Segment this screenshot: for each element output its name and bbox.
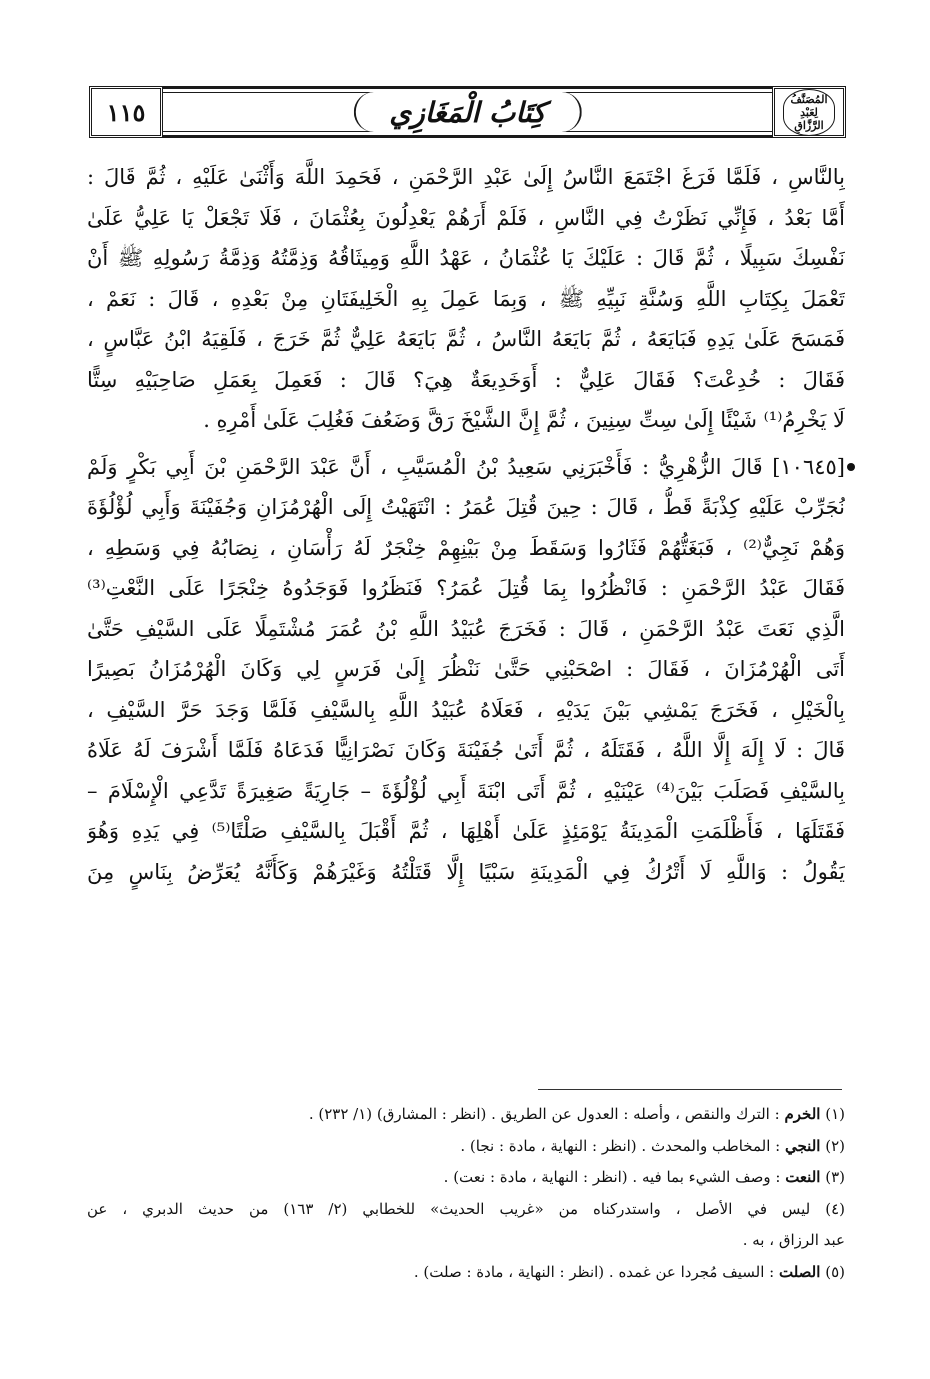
footnote-number: (٤) (825, 1199, 845, 1218)
footnote-text: : السيف مُجردا عن غمده . (انظر : النهاية ، مادة : صلت) . (413, 1262, 775, 1281)
text-line: فَمَسَحَ عَلَىٰ يَدِهِ فَبَايَعَهُ ، ثُمَّ بَايَعَهُ النَّاسُ ، ثُمَّ بَايَعَهُ عَلِيٌّ ثُمَّ خَرَجَ ، فَلَقِيَهُ ابْنُ عَبَّاسٍ ، (87, 327, 845, 351)
footnote-1 (87, 1099, 845, 1131)
text-line: قَالَ : لَا إِلَهَ إِلَّا اللَّهُ ، فَقَتَلَهُ ، ثُمَّ أَتَىٰ جُفَيْنَةَ وَكَانَ نَصْرَانِيًّا فَدَعَاهُ فَلَمَّا أَشْرَفَ لَهُ عَلَاهُ (87, 738, 845, 762)
footnote-number: (٥) (825, 1262, 845, 1281)
footnote-text: : وصف الشيء بما فيه . (انظر : النهاية ، مادة : نعت) . (443, 1168, 781, 1186)
text-line: تَعْمَلَ بِكِتَابِ اللَّهِ وَسُنَّةِ نَبِيِّهِ ﷺ ، وَبِمَا عَمِلَ بِهِ الْخَلِيفَتَانِ مِنْ بَعْدِهِ ، قَالَ : نَعَمْ ، (87, 286, 845, 311)
text-line: فَقَالَ عَبْدُ الرَّحْمَنِ : فَانْظُرُوا بِمَا قُتِلَ عُمَرُ؟ فَنَظَرُوا فَوَجَدُوهُ خِنْجَرًا عَلَى النَّعْتِ⁽³⁾ (87, 576, 845, 600)
footnote-term: النعت (785, 1168, 821, 1186)
footnote-separator (538, 1089, 842, 1090)
text-line: وَهُمْ نَجِيٌّ⁽²⁾ ، فَبَغَتُّهُمْ فَثَارُوا وَسَقَطَ مِنْ بَيْنِهِمْ خِنْجَرٌ لَهُ رَأْسَانِ ، نِصَابُهُ فِي وَسَطِهِ ، (87, 535, 845, 560)
text-line: [١٠٦٤٥] قَالَ الزُّهْرِيُّ : فَأَخْبَرَنِي سَعِيدُ بْنُ الْمُسَيَّبِ ، أَنَّ عَبْدَ الرَّحْمَنِ بْنَ أَبِي بَكْرٍ وَلَمْ (87, 454, 845, 479)
text-line: الَّذِي نَعَتَ عَبْدُ الرَّحْمَنِ ، قَالَ : فَخَرَجَ عُبَيْدُ اللَّهِ بْنُ عُمَرَ مُشْتَمِلًا عَلَى السَّيْفِ حَتَّىٰ (87, 616, 845, 641)
series-logo-line2: لِعَبْدِ الرَّزَّاقِ (794, 105, 824, 132)
text-line: بِالسَّيْفِ فَصَلَبَ بَيْنَ⁽⁴⁾ عَيْنَيْهِ ، ثُمَّ أَتَى ابْنَةَ أَبِي لُؤْلُؤَةَ – جَارِيَةً صَغِيرَةً تَدَّعِي الْإِسْلَامَ – (87, 778, 845, 803)
footnote-number: (١) (825, 1105, 845, 1123)
text-line: نَفْسِكَ سَبِيلًا ، ثُمَّ قَالَ : عَلَيْكَ يَا عُثْمَانُ ، عَهْدُ اللَّهِ وَمِيثَاقُهُ وَذِمَّتُهُ وَذِمَّةُ رَسُولِهِ ﷺ أَنْ (87, 246, 845, 270)
footnote-4 (87, 1194, 845, 1226)
footnotes (87, 1099, 845, 1288)
text-line: نُجَرِّبْ عَلَيْهِ كِذْبَةً قَطُّ ، قَالَ : حِينَ قُتِلَ عُمَرُ : انْتَهَيْتُ إِلَى الْهُرْمُزَانِ وَجُفَيْنَةَ وَأَبِي لُؤْلُؤَةَ (87, 495, 845, 519)
footnote-number: (٣) (825, 1168, 845, 1186)
series-logo (783, 89, 835, 136)
footnote-2 (87, 1131, 845, 1163)
footnote-term: النجي (784, 1136, 821, 1155)
text-line: بِالْخَيْلِ ، فَخَرَجَ يَمْشِي بَيْنَ يَدَيْهِ ، فَعَلَاهُ عُبَيْدُ اللَّهِ بِالسَّيْفِ فَلَمَّا وَجَدَ حَرَّ السَّيْفِ ، (87, 697, 845, 722)
footnote-5 (87, 1257, 845, 1289)
footnote-term: الصلت (778, 1262, 821, 1281)
footnote-text: : المخاطب والمحدث . (انظر : النهاية ، مادة : نجا) . (460, 1136, 781, 1155)
series-logo-badge (772, 86, 846, 138)
footnote-3 (87, 1162, 845, 1194)
title-cartouche (353, 92, 581, 132)
footnote-text: : الترك والنقص ، وأصله : العدول عن الطريق . (انظر : المشارق) (١/ ٢٣٢) . (308, 1105, 780, 1123)
text-line: لَا يَخْرِمُ⁽¹⁾ شَيْئًا إِلَىٰ سِتِّ سِنِينَ ، ثُمَّ إِنَّ الشَّيْخَ رَقَّ وَضَعُفَ فَغُلِبَ عَلَىٰ أَمْرِهِ . (203, 408, 845, 432)
hadith-bullet-icon (847, 463, 855, 471)
footnote-term: الخرم (784, 1105, 821, 1123)
text-line: أَمَّا بَعْدُ ، فَإِنِّي نَظَرْتُ فِي النَّاسِ ، فَلَمْ أَرَهُمْ يَعْدِلُونَ بِعُثْمَانَ ، فَلَا تَجْعَلْ يَا عَلِيُّ عَلَىٰ (87, 205, 845, 230)
hadith-10645 (87, 447, 845, 488)
page-number-badge (89, 86, 163, 138)
text-line: فَقَالَ : خُدِعْتَ؟ فَقَالَ عَلِيٌّ : أَوَخَدِيعَةٌ هِيَ؟ قَالَ : فَعَمِلَ بِعَمَلِ صَاحِبَيْهِ سِتًّا (87, 367, 845, 392)
text-line: أَتَى الْهُرْمُزَانَ ، فَقَالَ : اصْحَبْنِي حَتَّىٰ نَنْظُرَ إِلَىٰ فَرَسٍ لِي وَكَانَ الْهُرْمُزَانُ بَصِيرًا (87, 657, 845, 681)
page-number: ١١٥ (106, 97, 146, 127)
text-line: فَقَتَلَهَا ، فَأَظْلَمَتِ الْمَدِينَةُ يَوْمَئِذٍ عَلَىٰ أَهْلِهَا ، ثُمَّ أَقْبَلَ بِالسَّيْفِ صَلْتًا⁽⁵⁾ فِي يَدِهِ وَهُوَ (87, 819, 845, 843)
footnote-number: (٢) (825, 1136, 845, 1155)
footnote-4-continuation: عبد الرزاق ، به . (742, 1231, 845, 1249)
footnote-text: ليس في الأصل ، واستدركناه من «غريب الحديث» للخطابي (٢/ ١٦٣) من حديث الدبري ، عن (87, 1199, 811, 1218)
main-text (87, 157, 845, 1082)
page-header (89, 86, 846, 138)
series-logo-line1: المُصَنَّفُ (790, 92, 828, 106)
text-line: بِالنَّاسِ ، فَلَمَّا فَرَغَ اجْتَمَعَ النَّاسُ إِلَىٰ عَبْدِ الرَّحْمَنِ ، فَحَمِدَ اللَّهَ وَأَثْنَىٰ عَلَيْهِ ، ثُمَّ قَالَ : (87, 165, 845, 189)
book-title: كِتَابُ الْمَغَازِي (389, 95, 546, 129)
text-line: يَقُولُ : وَاللَّهِ لَا أَتْرُكُ فِي الْمَدِينَةِ سَبْيًا إِلَّا قَتَلْتُهُ وَغَيْرَهُمْ وَكَأَنَّهُ يُعَرِّضُ بِنَاسٍ مِنَ (87, 859, 845, 884)
